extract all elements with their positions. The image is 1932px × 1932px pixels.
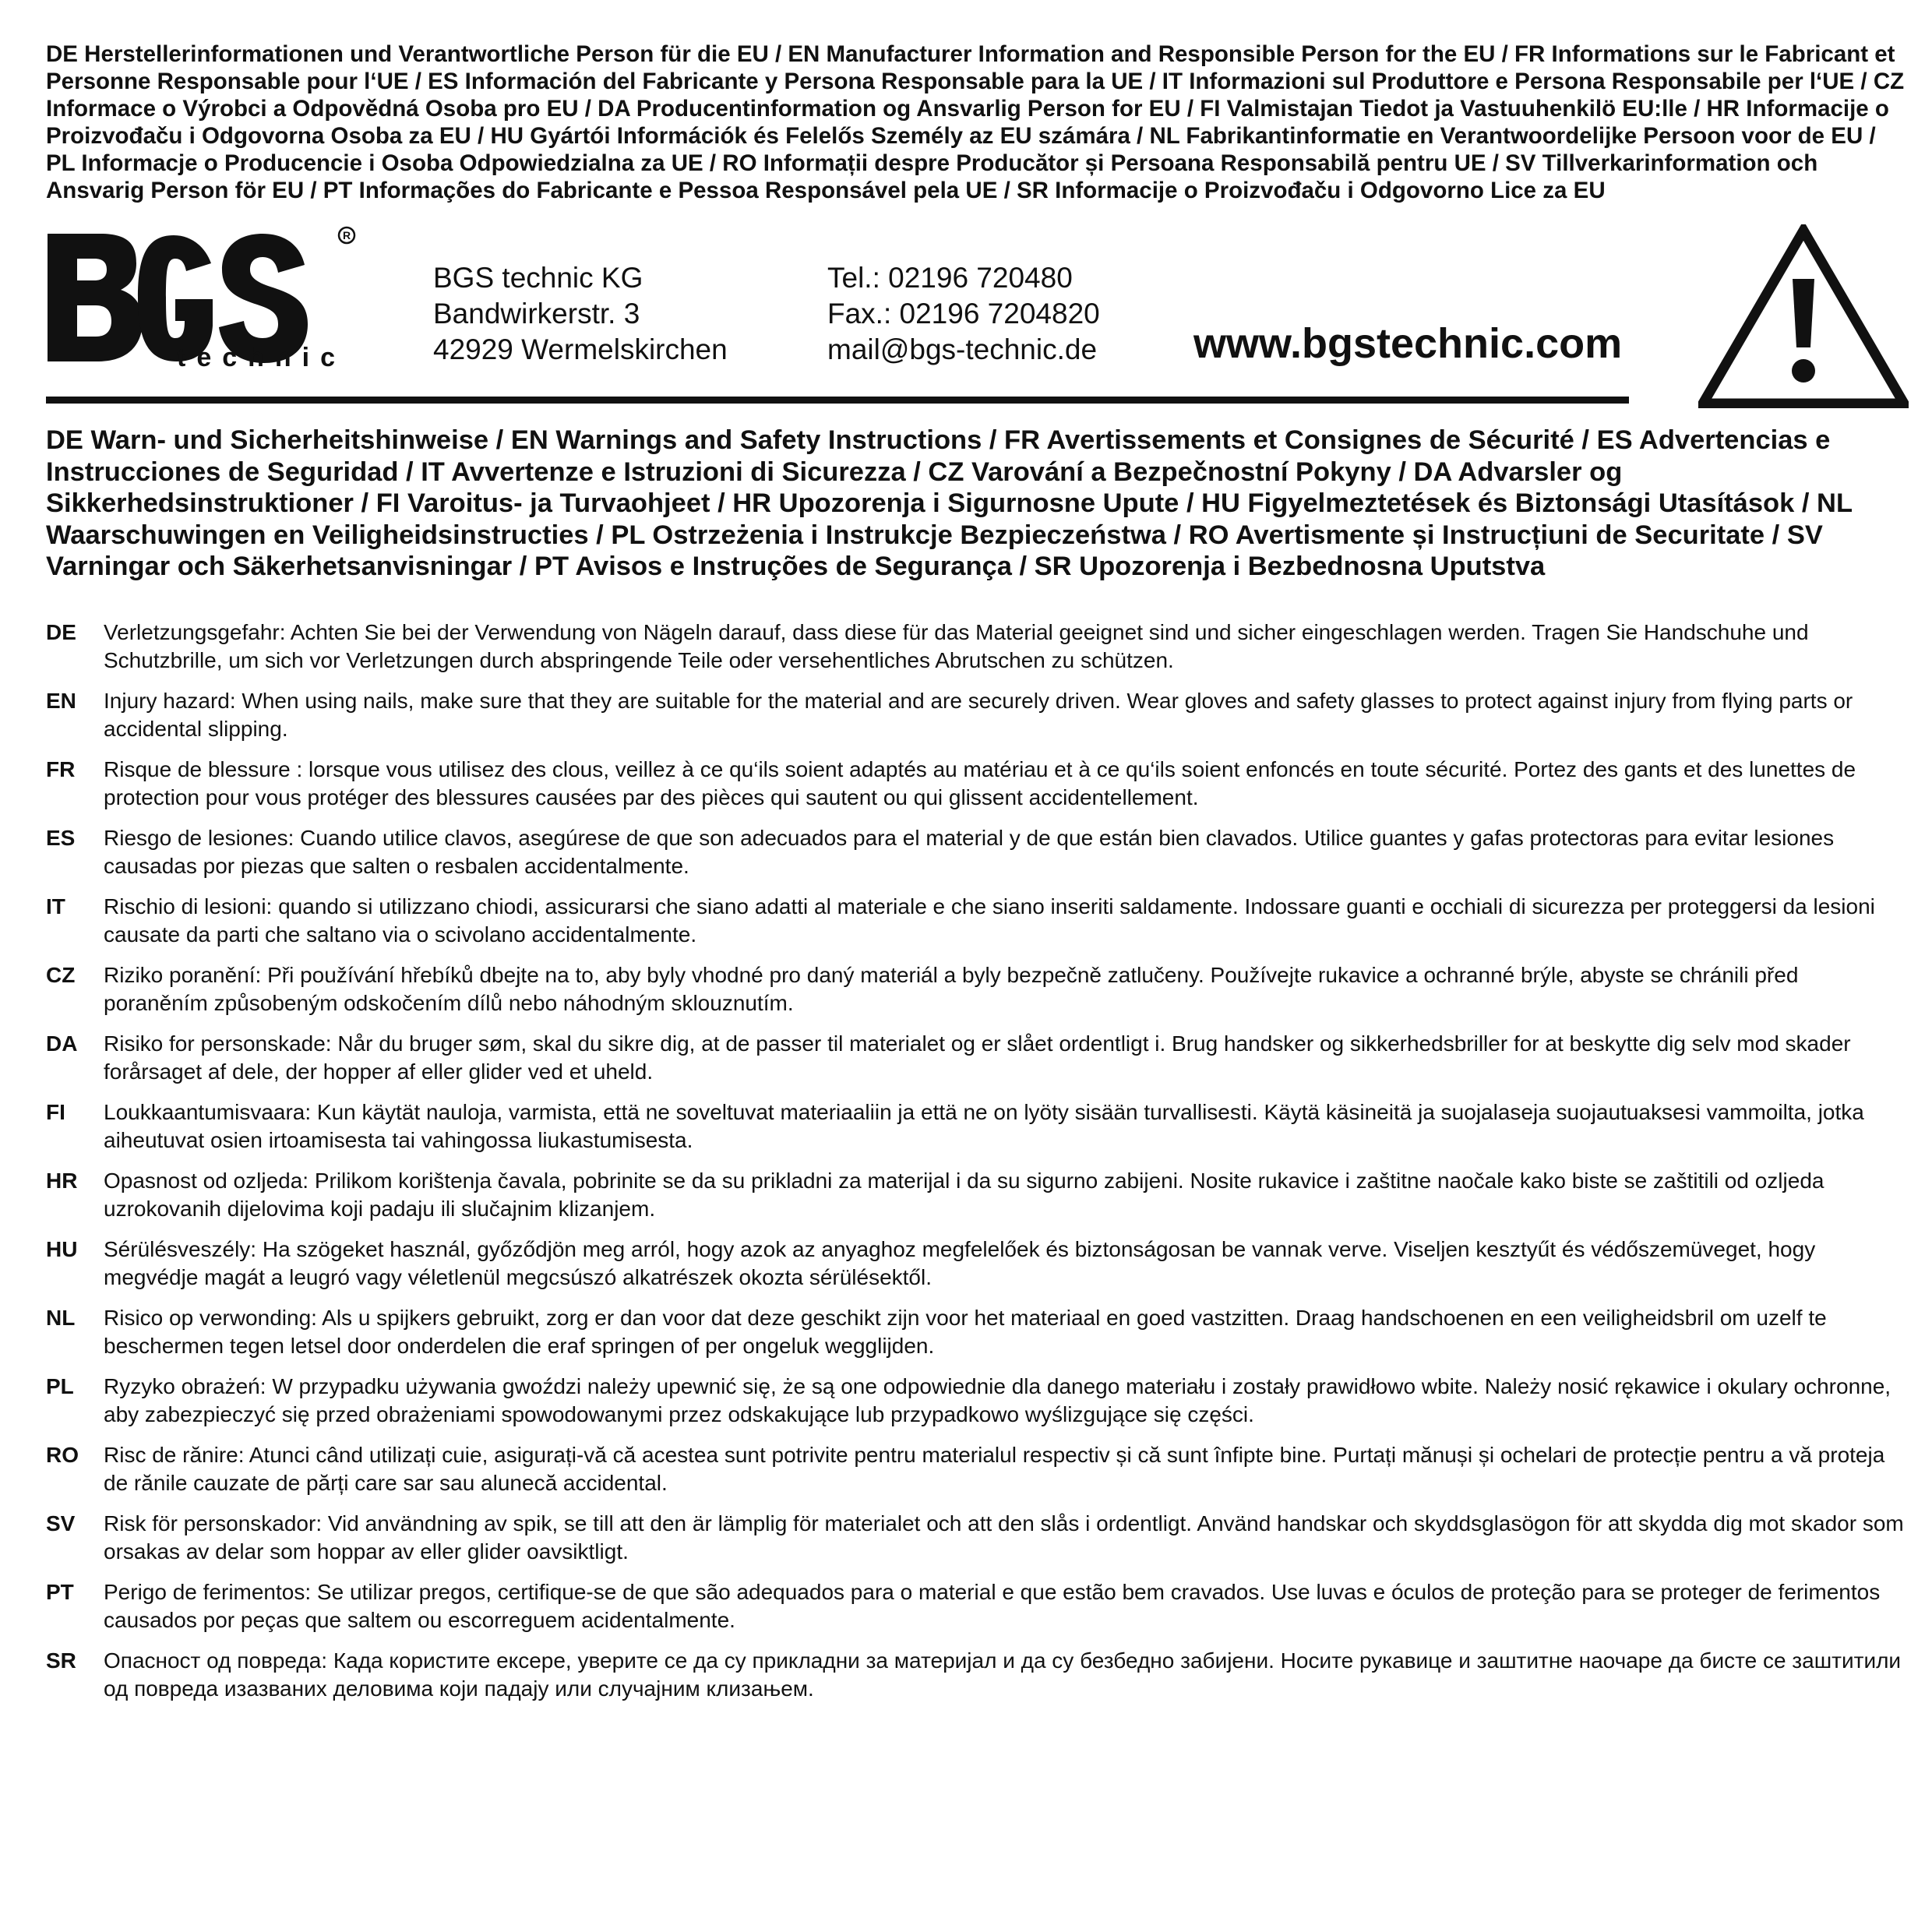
safety-entry-fr	[46, 756, 1908, 812]
safety-entry-pl	[46, 1373, 1908, 1429]
safety-entry-ro	[46, 1441, 1908, 1497]
svg-text:R: R	[342, 229, 351, 242]
bgs-technic-logo	[46, 224, 358, 372]
company-address	[433, 260, 728, 368]
company-contact	[827, 260, 1100, 368]
language-code: DE	[46, 620, 76, 644]
language-code: RO	[46, 1443, 79, 1467]
warning-triangle-icon	[1698, 224, 1909, 408]
safety-text: Sérülésveszély: Ha szögeket használ, győződjön meg arról, hogy azok az anyaghoz megfelelőek és biztonságosan be vannak verve. Viseljen kesztyűt és védőszemüveget, hogy megvédje magát a leugró vagy véletlenül megcsúszó alkatrészek okozta sérülésektől.	[104, 1237, 1816, 1289]
language-code: HU	[46, 1237, 78, 1261]
safety-entry-nl	[46, 1304, 1908, 1360]
safety-entry-en	[46, 687, 1908, 743]
language-code: ES	[46, 826, 76, 850]
language-code: CZ	[46, 963, 76, 987]
street-address: Bandwirkerstr. 3	[433, 298, 640, 330]
language-code: PL	[46, 1374, 74, 1398]
language-code: SV	[46, 1511, 76, 1535]
safety-text: Risque de blessure : lorsque vous utilisez des clous, veillez à ce qu‘ils soient adaptés au matériau et à ce qu‘ils soient enfoncés en toute sécurité. Portez des gants et des lunettes de protection pour vous protéger des blessures causées par des pièces qui sautent ou qui glissent accidentellement.	[104, 757, 1856, 809]
safety-entry-sv	[46, 1510, 1908, 1566]
safety-text: Verletzungsgefahr: Achten Sie bei der Verwendung von Nägeln darauf, dass diese für das Material geeignet sind und sicher eingeschlagen werden. Tragen Sie Handschuhe und Schutzbrille, um sich vor Verletzungen durch abspringende Teile oder versehentliches Abrutschen zu schützen.	[104, 620, 1809, 672]
safety-text: Risiko for personskade: Når du bruger søm, skal du sikre dig, at de passer til materialet og er slået ordentligt i. Brug handsker og sikkerhedsbriller for at beskytte dig selv mod skader forårsaget af dele, der hopper af eller glider ved et uheld.	[104, 1031, 1851, 1084]
telephone: Tel.: 02196 720480	[827, 262, 1073, 294]
safety-entries-list	[46, 619, 1908, 1715]
safety-text: Injury hazard: When using nails, make sure that they are suitable for the material and are securely driven. Wear gloves and safety glasses to protect against injury from flying parts or accidental slipping.	[104, 689, 1853, 741]
language-code: PT	[46, 1580, 74, 1604]
safety-text: Risk för personskador: Vid användning av spik, se till att den är lämplig för materialet och att den slås i ordentligt. Använd handskar och skyddsglasögon för att skydda dig mot skador som orsakas av delar som hoppar av eller glider oavsiktligt.	[104, 1511, 1904, 1564]
safety-entry-da	[46, 1030, 1908, 1086]
safety-text: Riesgo de lesiones: Cuando utilice clavos, asegúrese de que son adecuados para el material y de que están bien clavados. Utilice guantes y gafas protectoras para evitar lesiones causadas por piezas que salten o resbalen accidentalmente.	[104, 826, 1835, 878]
safety-entry-it	[46, 893, 1908, 949]
language-code: HR	[46, 1169, 78, 1193]
safety-text: Rischio di lesioni: quando si utilizzano chiodi, assicurarsi che siano adatti al materiale e che siano inseriti saldamente. Indossare guanti e occhiali di sicurezza per proteggersi da lesioni causate da parti che saltano via o scivolano accidentalmente.	[104, 894, 1875, 947]
safety-entry-de	[46, 619, 1908, 675]
safety-text: Riziko poranění: Při používání hřebíků dbejte na to, aby byly vhodné pro daný materiál a byly bezpečně zatlučeny. Používejte rukavice a ochranné brýle, abyste se chránili před poraněním způsobeným odskočením dílů nebo náhodným sklouznutím.	[104, 963, 1799, 1015]
fax: Fax.: 02196 7204820	[827, 298, 1100, 330]
language-code: FR	[46, 757, 76, 781]
website-url: www.bgstechnic.com	[1193, 320, 1623, 367]
safety-instructions-heading: DE Warn- und Sicherheitshinweise / EN Warnings and Safety Instructions / FR Avertissements et Consignes de Sécurité / ES Advertencias e Instrucciones de Seguridad / IT Avvertenze e Istruzioni di Sicurezza / CZ Varování a Bezpečnostní Pokyny / DA Advarsler og Sikkerhedsinstruktioner / FI Varoitus- ja Turvaohjeet / HR Upozorenja i Sigurnosne Upute / HU Figyelmeztetések és Biztonsági Utasítások / NL Waarschuwingen en Veiligheidsinstructies / PL Ostrzeżenia i Instrukcje Bezpieczeństwa / RO Avertismente și Instrucțiuni de Securitate / SV Varningar och Säkerhetsanvisningar / PT Avisos e Instruções de Segurança / SR Upozorenja i Bezbednosna Uputstva	[46, 425, 1853, 581]
svg-text:technic: technic	[177, 343, 347, 372]
language-code: NL	[46, 1306, 76, 1330]
safety-entry-sr	[46, 1647, 1908, 1703]
safety-text: Risico op verwonding: Als u spijkers gebruikt, zorg er dan voor dat deze geschikt zijn voor het materiaal en goed vastzitten. Draag handschoenen en een veiligheidsbril om uzelf te beschermen tegen letsel door onderdelen die eraf springen of per ongeluk wegglijden.	[104, 1306, 1827, 1358]
email: mail@bgs-technic.de	[827, 333, 1098, 365]
safety-text: Opasnost od ozljeda: Prilikom korištenja čavala, pobrinite se da su prikladni za materijal i da su sigurno zabijeni. Nosite rukavice i zaštitne naočale kako biste se zaštitili od ozljeda uzrokovanih dijelovima koji padaju ili slučajnim klizanjem.	[104, 1169, 1824, 1221]
safety-entry-fi	[46, 1098, 1908, 1155]
company-name: BGS technic KG	[433, 262, 643, 294]
language-code: DA	[46, 1031, 78, 1056]
safety-text: Ryzyko obrażeń: W przypadku używania gwoździ należy upewnić się, że są one odpowiednie dla danego materiału i zostały prawidłowo wbite. Należy nosić rękawice i okulary ochronne, aby zabezpieczyć się przed obrażeniami spowodowanymi przez odskakujące lub przypadkowo wyślizgujące się części.	[104, 1374, 1891, 1426]
language-code: EN	[46, 689, 76, 713]
safety-text: Loukkaantumisvaara: Kun käytät nauloja, varmista, että ne soveltuvat materiaaliin ja että ne on lyöty sisään turvallisesti. Käytä käsineitä ja suojalaseja suojautuaksesi vammoilta, jotka aiheutuvat osien irtoamisesta tai vahingossa liukastumisesta.	[104, 1100, 1864, 1152]
language-code: SR	[46, 1648, 76, 1673]
safety-text: Опасност од повреда: Када користите ексере, уверите се да су прикладни за материјал и да су безбедно забијени. Носите рукавице и заштитне наочаре да бисте се заштитили од повреда изазваних деловима који падају или случајним клизањем.	[104, 1648, 1902, 1701]
safety-text: Perigo de ferimentos: Se utilizar pregos, certifique-se de que são adequados para o material e que estão bem cravados. Use luvas e óculos de proteção para se proteger de ferimentos causados por peças que saltem ou escorreguem acidentalmente.	[104, 1580, 1881, 1632]
safety-entry-hu	[46, 1236, 1908, 1292]
safety-entry-es	[46, 824, 1908, 880]
city-address: 42929 Wermelskirchen	[433, 333, 728, 365]
header-divider	[46, 397, 1629, 404]
safety-entry-pt	[46, 1578, 1908, 1634]
manufacturer-info-heading: DE Herstellerinformationen und Verantwortliche Person für die EU / EN Manufacturer Information and Responsible Person for the EU / FR Informations sur le Fabricant et Personne Responsable pour l‘UE / ES Información del Fabricante y Persona Responsable para la UE / IT Informazioni sul Produttore e Persona Responsabile per l‘UE / CZ Informace o Výrobci a Odpovědná Osoba pro EU / DA Producentinformation og Ansvarlig Person for EU / FI Valmistajan Tiedot ja Vastuuhenkilö EU:lle / HR Informacije o Proizvođaču i Odgovorna Osoba za EU / HU Gyártói Információk és Felelős Személy az EU számára / NL Fabrikantinformatie en Verantwoordelijke Persoon voor de EU / PL Informacje o Producencie i Osoba Odpowiedzialna za UE / RO Informații despre Producător și Persoana Responsabilă pentru UE / SV Tillverkarinformation och Ansvarig Person för EU / PT Informações do Fabricante e Pessoa Responsável pela UE / SR Informacije o Proizvođaču i Odgovorno Lice za EU	[46, 41, 1905, 203]
safety-entry-cz	[46, 961, 1908, 1017]
language-code: FI	[46, 1100, 65, 1124]
safety-entry-hr	[46, 1167, 1908, 1223]
language-code: IT	[46, 894, 65, 918]
safety-text: Risc de rănire: Atunci când utilizați cuie, asigurați-vă că acestea sunt potrivite pentru materialul respectiv și că sunt înfipte bine. Purtați mănuși și ochelari de protecție pentru a vă proteja de rănile cauzate de părți care sar sau alunecă accidental.	[104, 1443, 1885, 1495]
